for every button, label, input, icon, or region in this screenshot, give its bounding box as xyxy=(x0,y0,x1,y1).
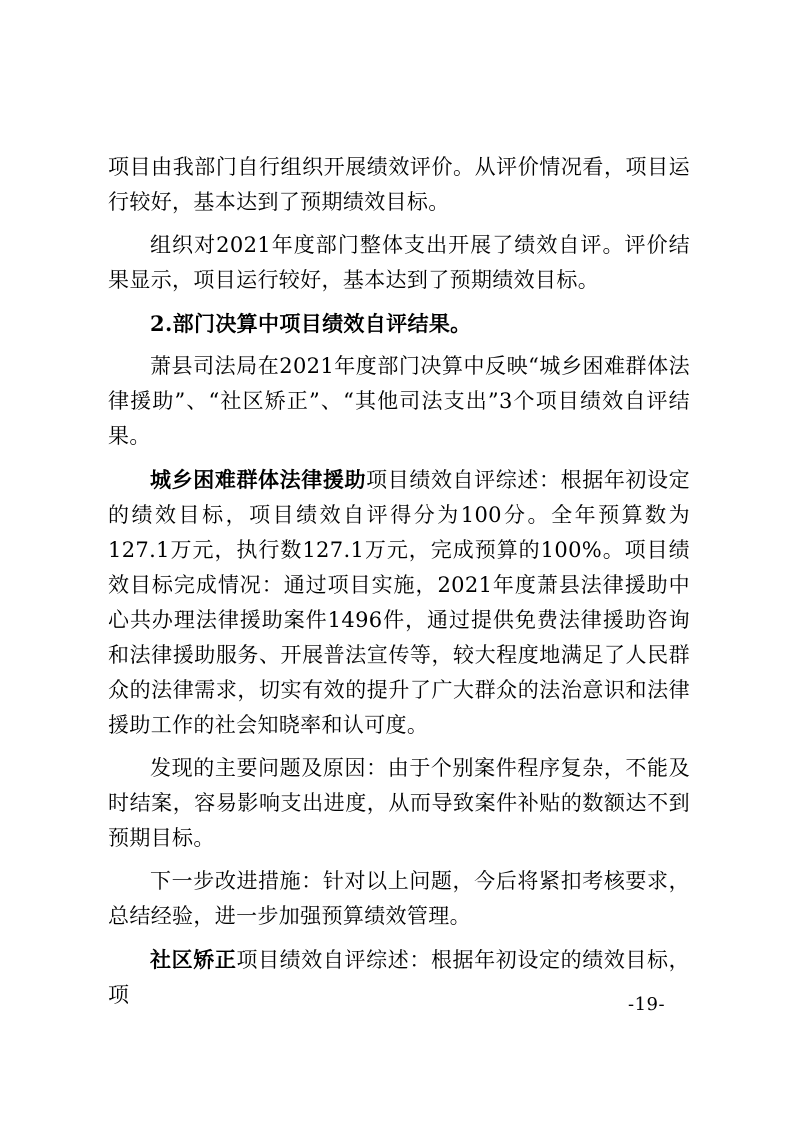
section-heading-text: 2.部门决算中项目绩效自评结果。 xyxy=(150,311,472,336)
document-body xyxy=(108,150,690,1021)
paragraph-problems xyxy=(108,751,690,856)
project-name-bold: 社区矫正 xyxy=(150,947,237,972)
page-number: -19- xyxy=(628,994,666,1015)
paragraph-text: 萧县司法局在2021年度部门决算中反映“城乡困难群体法律援助”、“社区矫正”、“其他司法支出”3个项目绩效自评结果。 xyxy=(108,354,690,448)
paragraph-text: 发现的主要问题及原因：由于个别案件程序复杂，不能及时结案，容易影响支出进度，从而导致案件补贴的数额达不到预期目标。 xyxy=(108,756,690,850)
paragraph-legal-aid-project xyxy=(108,462,690,743)
paragraph-improvements xyxy=(108,864,690,934)
paragraph-continuation xyxy=(108,150,690,220)
paragraph-text: 组织对2021年度部门整体支出开展了绩效自评。评价结果显示，项目运行较好，基本达到了预期绩效目标。 xyxy=(108,233,690,292)
paragraph-community-correction xyxy=(108,942,690,1013)
section-heading xyxy=(108,306,690,341)
project-name-bold: 城乡困难群体法律援助 xyxy=(150,467,367,492)
paragraph-project-summary xyxy=(108,349,690,454)
paragraph-overall-evaluation xyxy=(108,228,690,298)
paragraph-text: 下一步改进措施：针对以上问题，今后将紧扣考核要求，总结经验，进一步加强预算绩效管理。 xyxy=(108,869,690,928)
paragraph-text: 项目由我部门自行组织开展绩效评价。从评价情况看，项目运行较好，基本达到了预期绩效目标。 xyxy=(108,155,690,214)
paragraph-text: 项目绩效自评综述：根据年初设定的绩效目标，项 xyxy=(108,948,690,1007)
paragraph-text: 项目绩效自评综述：根据年初设定的绩效目标，项目绩效自评得分为100分。全年预算数为127.1万元，执行数127.1万元，完成预算的100%。项目绩效目标完成情况：通过项目实施，2021年度萧县法律援助中心共办理法律援助案件1496件，通过提供免费法律援助咨询和法律援助服务、开展普法宣传等，较大程度地满足了人民群众的法律需求，切实有效的提升了广大群众的法治意识和法律援助工作的社会知晓率和认可度。 xyxy=(108,468,691,737)
